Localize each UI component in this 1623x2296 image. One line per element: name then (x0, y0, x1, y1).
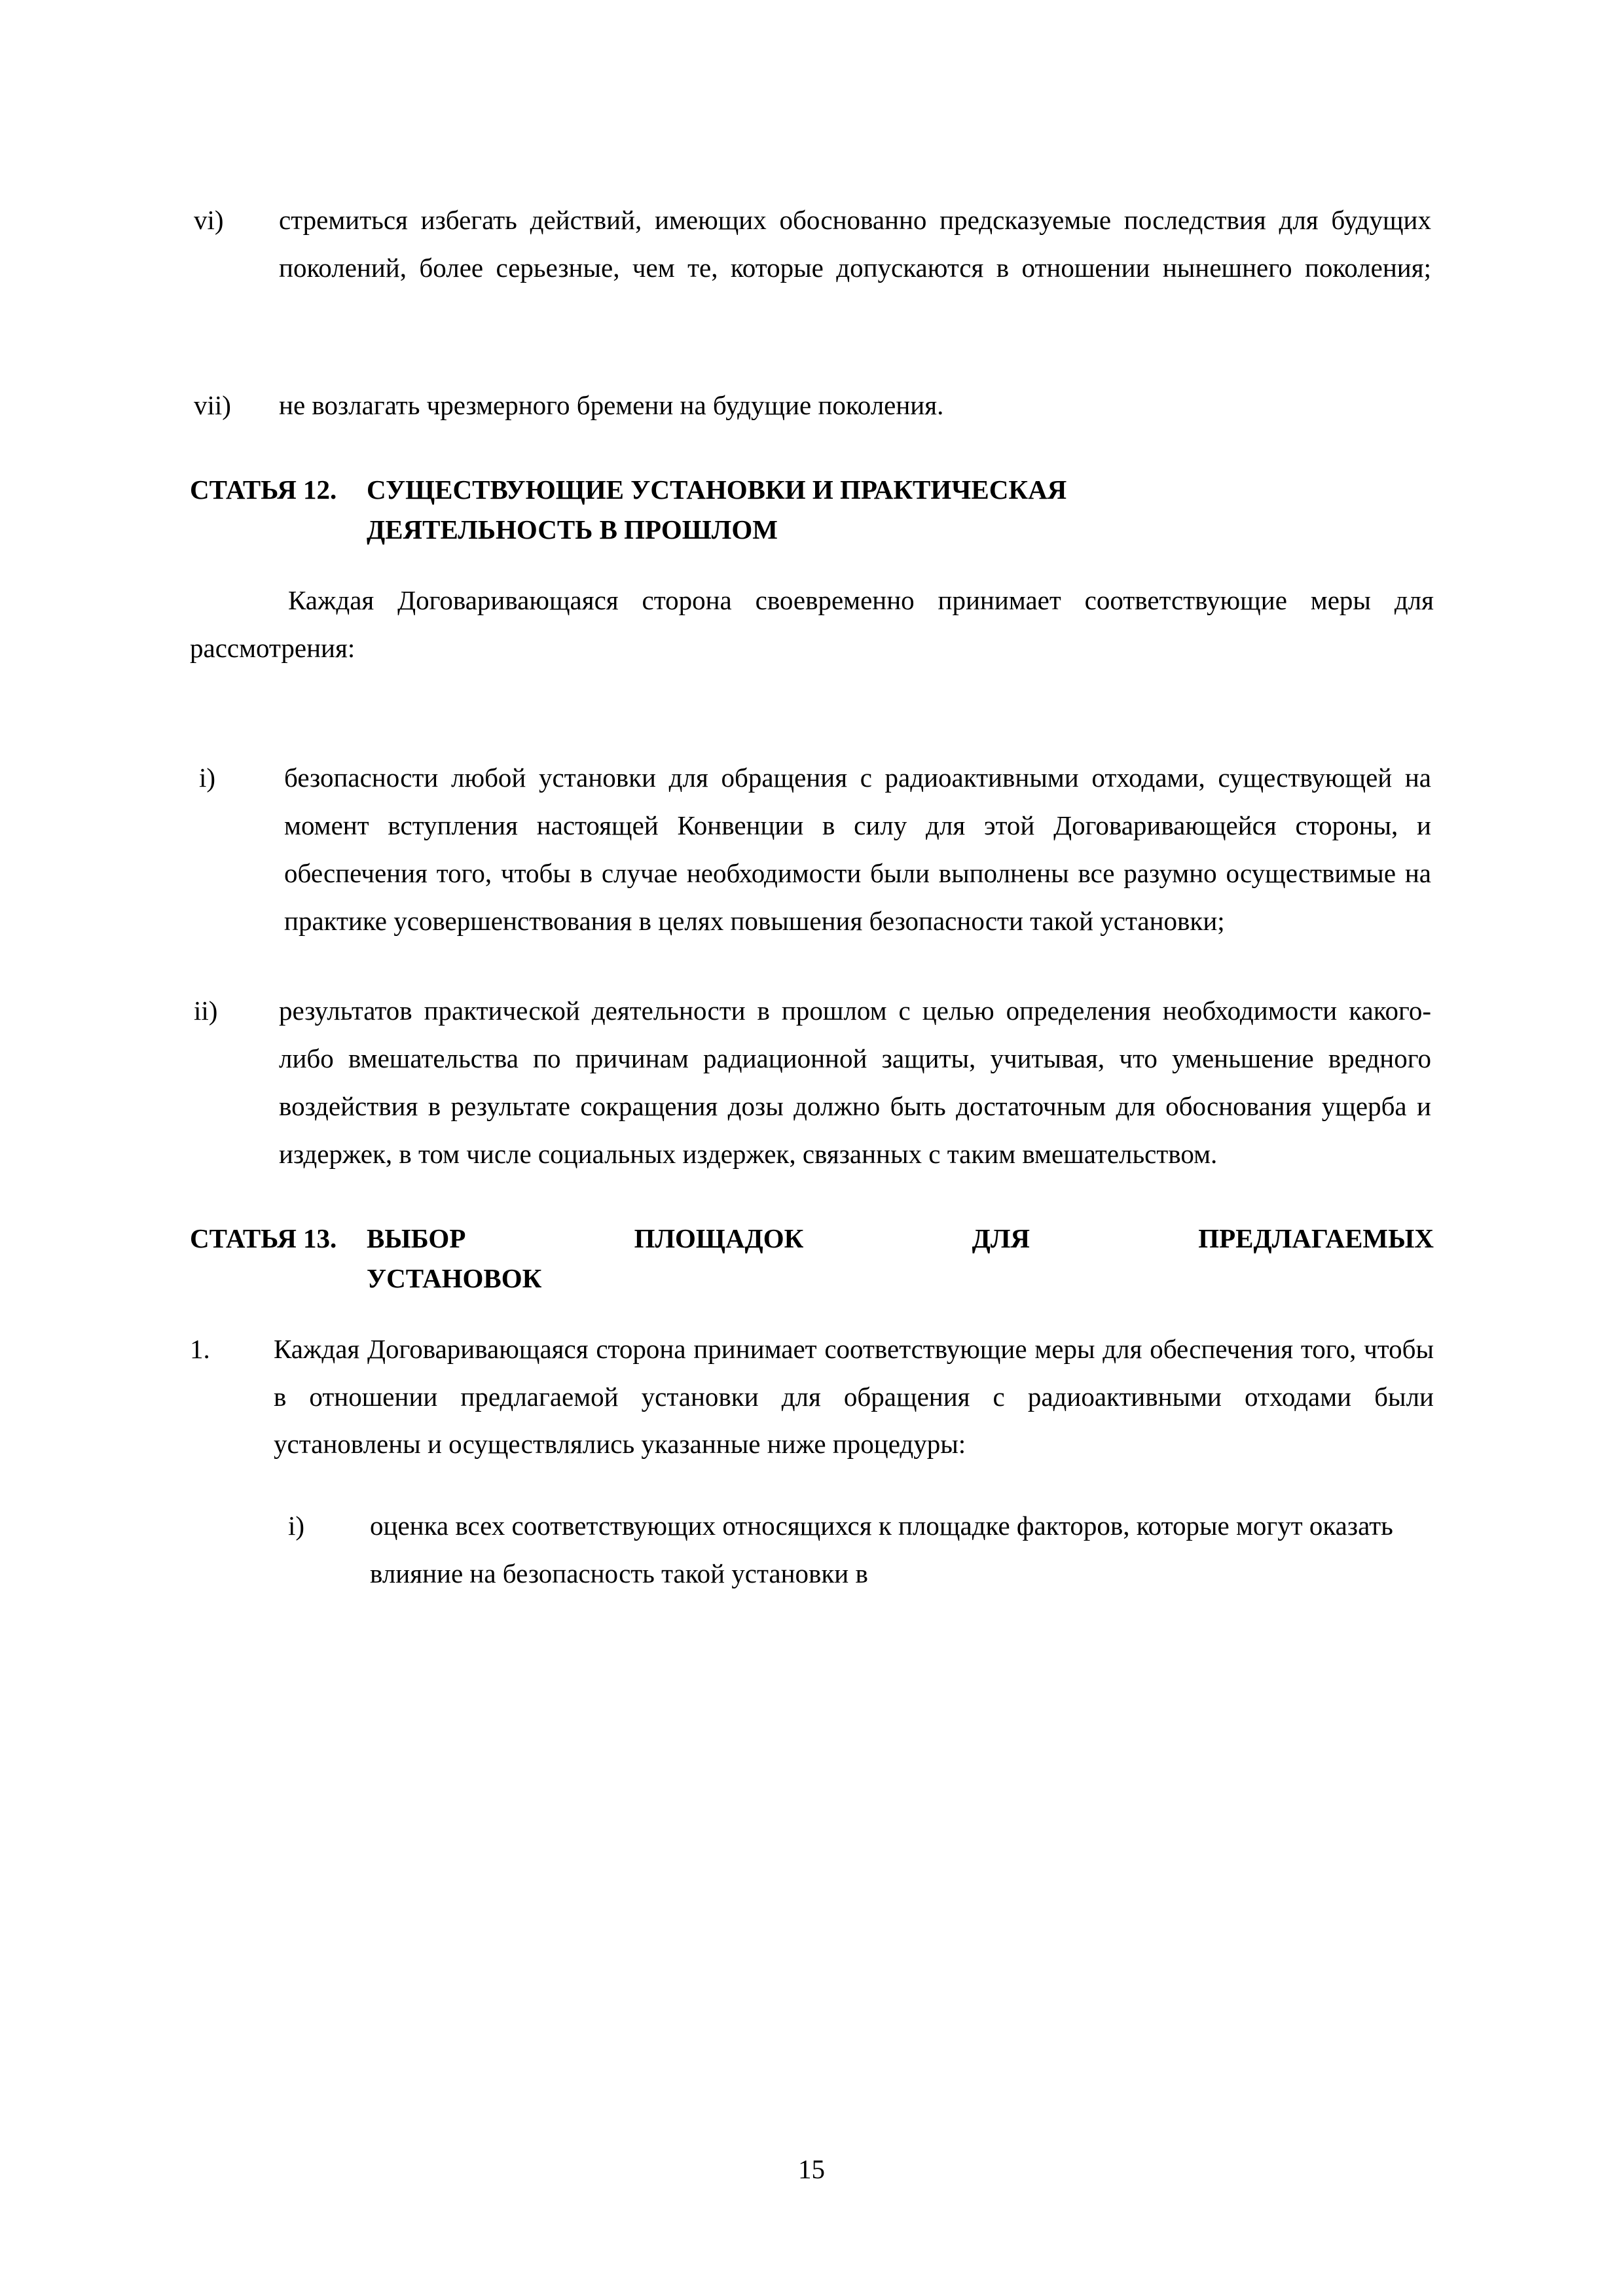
list-item (190, 196, 1434, 340)
article-number: СТАТЬЯ 13. (190, 1223, 337, 1253)
list-item-marker: i) (199, 762, 216, 793)
article-title-line-2: УСТАНОВОК (367, 1263, 542, 1294)
list-item-marker: vii) (194, 389, 231, 420)
article-title (367, 1219, 1434, 1299)
list-item-text: оценка всех соответствующих относящихся к площадке факторов, которые могут оказать влияние на безопасность такой установки в (370, 1511, 1393, 1589)
list-item (190, 987, 1434, 1178)
list-item-marker: i) (288, 1511, 305, 1541)
article-heading-12 (190, 470, 1434, 550)
list-item (282, 1502, 1434, 1598)
article-number: СТАТЬЯ 12. (190, 474, 337, 505)
page-number: 15 (798, 2154, 825, 2184)
article-title-word: ПЛОЩАДОК (634, 1223, 804, 1253)
list-item-text: стремиться избегать действий, имеющих обоснованно предсказуемые последствия для будущих поколений, более серьезные, чем те, которые допускаются в отношении нынешнего поколения; (279, 205, 1431, 283)
list-item (190, 754, 1434, 945)
article-title-word: ДЛЯ (972, 1223, 1030, 1253)
article-title-line-2: ДЕЯТЕЛЬНОСТЬ В ПРОШЛОМ (367, 514, 778, 545)
article-title-word: ПРЕДЛАГАЕМЫХ (1198, 1223, 1434, 1253)
list-item-marker: ii) (194, 995, 218, 1026)
paragraph-text: Каждая Договаривающаяся сторона принимает соответствующие меры для обеспечения того, чтобы в отношении предлагаемой установки для обращения с радиоактивными отходами были установлены и осуществлялись указанные ниже процедуры: (274, 1333, 1434, 1460)
list-item-marker: vi) (194, 205, 224, 235)
article-title-line-1 (367, 1219, 1434, 1259)
list-item-text: безопасности любой установки для обращения с радиоактивными отходами, существующей на момент вступления настоящей Конвенции в силу для этой Договаривающейся стороны, и обеспечения того, чтобы в случае необходимости были выполнены все разумно осуществимые на практике усовершенствования в целях повышения безопасности такой установки; (284, 762, 1431, 936)
article-heading-13 (190, 1219, 1434, 1299)
list-item-text: результатов практической деятельности в прошлом с целью определения необходимости какого-либо вмешательства по причинам радиационной защиты, учитывая, что уменьшение вредного воздействия в результате сокращения дозы должно быть достаточным для обоснования ущерба и издержек, в том числе социальных издержек, связанных с таким вмешательством. (279, 995, 1431, 1169)
numbered-paragraph (190, 1325, 1434, 1469)
page-content (190, 196, 1434, 1598)
list-item-text: не возлагать чрезмерного бремени на будущие поколения. (279, 389, 944, 420)
article-title-line-1: СУЩЕСТВУЮЩИЕ УСТАНОВКИ И ПРАКТИЧЕСКАЯ (367, 474, 1067, 505)
list-item (190, 382, 1434, 429)
article-title-word: ВЫБОР (367, 1223, 466, 1253)
paragraph-number: 1. (190, 1333, 210, 1364)
paragraph: Каждая Договаривающаяся сторона своевременно принимает соответствующие меры для рассмотрения: (190, 584, 1434, 663)
article-title (367, 470, 1434, 550)
